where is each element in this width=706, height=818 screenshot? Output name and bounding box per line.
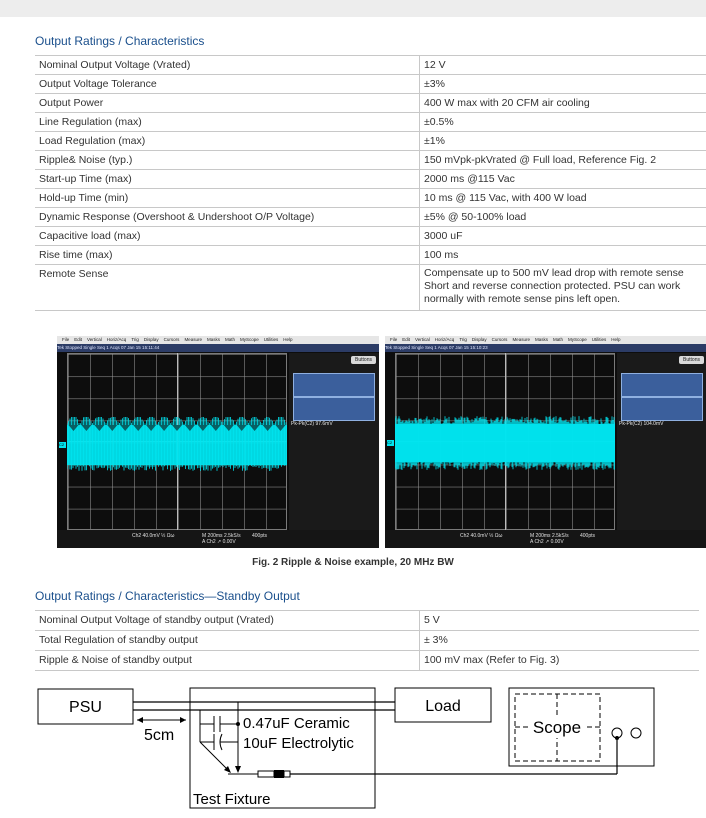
channel-marker: C2 — [59, 442, 65, 447]
scope-label: Scope — [532, 718, 582, 737]
row-value: 2000 ms @115 Vac — [420, 170, 706, 189]
scope-input-2 — [631, 728, 641, 738]
table-row — [35, 246, 706, 265]
scope-menu-item: MyScope — [239, 337, 259, 342]
table-row — [35, 94, 706, 113]
section-title-standby-output: Output Ratings / Characteristics—Standby Output — [35, 589, 300, 603]
row-label: Ripple& Noise (typ.) — [35, 151, 420, 170]
trigger-info: A Ch2 ↗ 0.00V — [202, 539, 236, 545]
scope-menu-item: MyScope — [567, 337, 587, 342]
scope-menu-item: Math — [552, 337, 563, 342]
row-value: ± 3% — [420, 631, 700, 651]
scope-side-panel — [289, 353, 379, 530]
scope-bottom-bar — [57, 530, 379, 548]
distance-label: 5cm — [144, 727, 175, 744]
figure-caption: Fig. 2 Ripple & Noise example, 20 MHz BW — [252, 557, 454, 568]
test-fixture-label: Test Fixture — [193, 791, 271, 808]
remote-sense-line2: Short and reverse connection protected. PSU can work normally with remote sense pins left open. — [424, 280, 681, 305]
top-band — [0, 0, 706, 17]
table-row — [35, 208, 706, 227]
standby-output-table — [35, 610, 699, 671]
row-label: Total Regulation of standby output — [35, 631, 420, 651]
row-value: ±1% — [420, 132, 706, 151]
channel-scale: Ch2 40.0mV ½ Ωω — [132, 533, 175, 539]
table-row — [35, 151, 706, 170]
scope-menu-item: Cursors — [163, 337, 180, 342]
scope-menu-item: Display — [471, 337, 487, 342]
row-label: Capacitive load (max) — [35, 227, 420, 246]
scope-menu-item: Vertical — [87, 337, 102, 342]
row-value: ±5% @ 50-100% load — [420, 208, 706, 227]
scope-menu-item: Utilities — [591, 337, 607, 342]
table-row — [35, 170, 706, 189]
row-label: Line Regulation (max) — [35, 113, 420, 132]
row-value: 100 ms — [420, 246, 706, 265]
scope-menu-item: Masks — [534, 337, 548, 342]
row-value: 12 V — [420, 56, 706, 75]
scope-menu-item: Measure — [184, 337, 202, 342]
psu-label: PSU — [69, 699, 102, 716]
table-row — [35, 631, 699, 651]
scope-side-panel — [617, 353, 706, 530]
cap2-label: 10uF Electrolytic — [243, 735, 354, 752]
timebase: M 200ms 2.5kS/s — [530, 533, 569, 539]
remote-sense-line1: Compensate up to 500 mV lead drop with remote sense — [424, 267, 684, 279]
row-label: Start-up Time (max) — [35, 170, 420, 189]
section-title-output-ratings: Output Ratings / Characteristics — [35, 34, 205, 48]
measurement-readout: Pk-Pk(C2) 104.0mV — [619, 421, 664, 427]
scope-menu-item: Measure — [512, 337, 530, 342]
table-row — [35, 75, 706, 94]
scope-status-bar: Tek Stopped Single Seq 1 Acqs 07 Jan 15 15:10:23 — [385, 344, 706, 352]
scope-status-bar: Tek Stopped Single Seq 1 Acqs 07 Jan 15 15:11:44 — [57, 344, 379, 352]
scope-menu-item: Display — [143, 337, 159, 342]
row-value: 150 mVpk-pkVrated @ Full load, Reference Fig. 2 — [420, 151, 706, 170]
row-value: 5 V — [420, 611, 700, 631]
buttons-button[interactable]: Buttons — [351, 356, 376, 364]
scope-menu-item: Cursors — [491, 337, 508, 342]
scope-menu-item: Trig — [459, 337, 467, 342]
row-label: Output Power — [35, 94, 420, 113]
row-label: Nominal Output Voltage (Vrated) — [35, 56, 420, 75]
table-row — [35, 113, 706, 132]
scope-menu-item: Help — [611, 337, 621, 342]
load-label: Load — [425, 698, 461, 715]
row-value — [420, 265, 706, 311]
channel-scale: Ch2 40.0mV ½ Ωω — [460, 533, 503, 539]
table-row — [35, 132, 706, 151]
row-label: Dynamic Response (Overshoot & Undershoot O/P Voltage) — [35, 208, 420, 227]
timebase: M 200ms 2.5kS/s — [202, 533, 241, 539]
scope-menu-item: Edit — [74, 337, 83, 342]
row-label: Rise time (max) — [35, 246, 420, 265]
table-row — [35, 611, 699, 631]
scope-bottom-bar — [385, 530, 706, 548]
side-box — [293, 397, 375, 421]
scope-screenshot-left — [57, 336, 379, 548]
scope-trace — [67, 417, 287, 473]
scope-menu-item: File — [62, 337, 70, 342]
table-row — [35, 651, 699, 671]
scope-menu-item: File — [390, 337, 398, 342]
row-value: 10 ms @ 115 Vac, with 400 W load — [420, 189, 706, 208]
row-label: Output Voltage Tolerance — [35, 75, 420, 94]
row-label: Remote Sense — [35, 265, 420, 311]
channel-marker: C2 — [387, 440, 393, 445]
table-row — [35, 227, 706, 246]
scope-menubar — [57, 336, 379, 344]
scope-menu-item: Horiz/Acq — [434, 337, 455, 342]
record-length: 400pts — [252, 533, 268, 539]
row-label: Load Regulation (max) — [35, 132, 420, 151]
trigger-info: A Ch2 ↗ 0.00V — [530, 539, 564, 545]
row-value: ±3% — [420, 75, 706, 94]
side-box — [293, 373, 375, 397]
row-value: ±0.5% — [420, 113, 706, 132]
table-row — [35, 56, 706, 75]
row-value: 3000 uF — [420, 227, 706, 246]
scope-menu-item: Edit — [402, 337, 411, 342]
side-box — [621, 373, 703, 397]
row-value: 400 W max with 20 CFM air cooling — [420, 94, 706, 113]
scope-menu-item: Masks — [206, 337, 220, 342]
table-row — [35, 189, 706, 208]
scope-menu-item: Utilities — [263, 337, 279, 342]
table-row-remote-sense — [35, 265, 706, 311]
test-fixture-diagram — [0, 678, 706, 813]
record-length: 400pts — [580, 533, 596, 539]
scope-menubar — [385, 336, 706, 344]
output-ratings-table — [35, 55, 706, 311]
row-label: Hold-up Time (min) — [35, 189, 420, 208]
cap1-label: 0.47uF Ceramic — [243, 715, 350, 732]
row-label: Nominal Output Voltage of standby output (Vrated) — [35, 611, 420, 631]
scope-menu-item: Vertical — [415, 337, 430, 342]
scope-menu-item: Help — [283, 337, 293, 342]
scope-menu-item: Math — [224, 337, 235, 342]
row-value: 100 mV max (Refer to Fig. 3) — [420, 651, 700, 671]
scope-trace — [395, 416, 615, 470]
measurement-readout: Pk-Pk(C2) 97.6mV — [291, 421, 333, 427]
buttons-button[interactable]: Buttons — [679, 356, 704, 364]
scope-screenshot-right — [385, 336, 706, 548]
scope-menu-item: Trig — [131, 337, 139, 342]
side-box — [621, 397, 703, 421]
row-label: Ripple & Noise of standby output — [35, 651, 420, 671]
scope-menu-item: Horiz/Acq — [106, 337, 127, 342]
